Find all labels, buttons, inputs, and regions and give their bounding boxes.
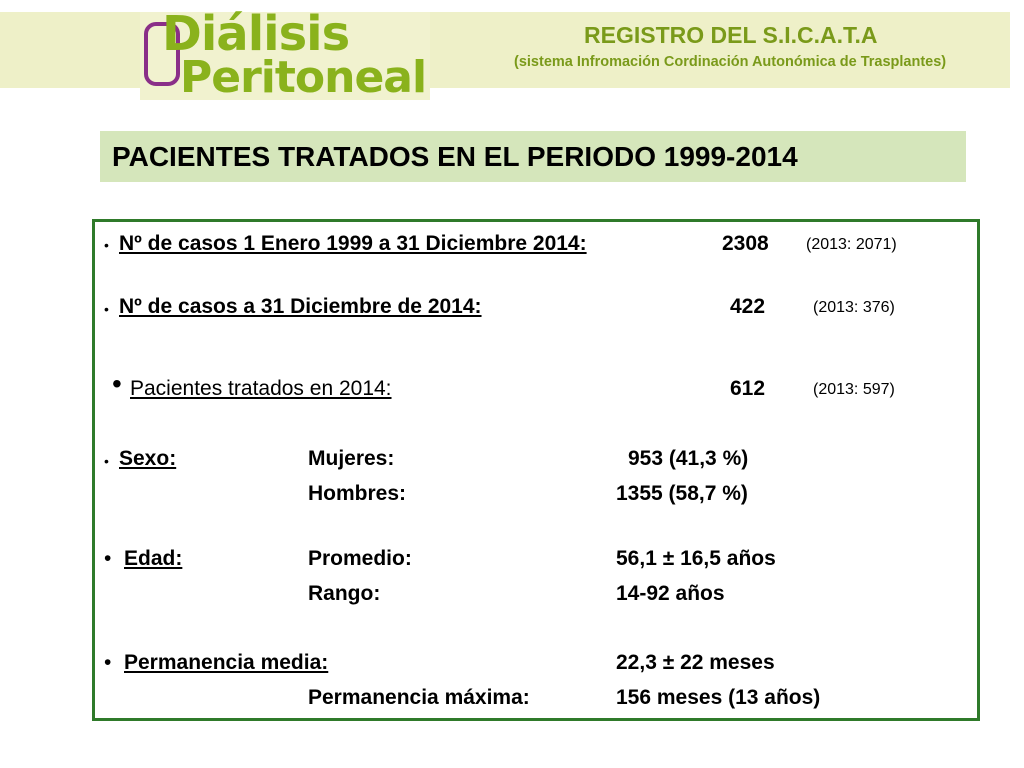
stay-mean-value: 22,3 ± 22 meses <box>616 651 775 674</box>
page-title: PACIENTES TRATADOS EN EL PERIODO 1999-2014 <box>112 141 798 172</box>
treated-2014-label: Pacientes tratados en 2014: <box>130 377 392 400</box>
women-value: 953 (41,3 %) <box>628 447 749 470</box>
bullet: • <box>112 368 122 399</box>
treated-2014-value: 612 <box>730 377 766 400</box>
cases-total-prev: (2013: 2071) <box>806 236 897 253</box>
stay-max-label: Permanencia máxima: <box>308 686 530 709</box>
women-label: Mujeres: <box>308 447 395 470</box>
cases-end-label: Nº de casos a 31 Diciembre de 2014: <box>119 295 482 318</box>
age-range-value: 14-92 años <box>616 582 725 605</box>
bullet: • <box>104 301 109 317</box>
cases-end-value: 422 <box>730 295 766 318</box>
cases-total-value: 2308 <box>722 232 769 255</box>
sex-label: Sexo: <box>119 447 177 470</box>
age-mean-label: Promedio: <box>308 547 412 570</box>
page-title-box <box>100 131 966 182</box>
bullet: • <box>104 237 109 253</box>
logo-word-dialisis: Diálisis <box>162 6 350 62</box>
stay-label: Permanencia media: <box>124 651 329 674</box>
men-label: Hombres: <box>308 482 407 505</box>
age-range-label: Rango: <box>308 582 381 605</box>
bullet: • <box>104 453 109 469</box>
men-value: 1355 (58,7 %) <box>616 482 748 505</box>
stay-max-value: 156 meses (13 años) <box>616 686 821 709</box>
registry-title: REGISTRO DEL S.I.C.A.T.A <box>584 22 878 48</box>
bullet: • <box>104 651 112 674</box>
bullet: • <box>104 547 112 570</box>
cases-total-label: Nº de casos 1 Enero 1999 a 31 Diciembre 2014: <box>119 232 587 255</box>
age-label: Edad: <box>124 547 183 570</box>
logo-word-peritoneal: Peritoneal <box>180 52 427 103</box>
cases-end-prev: (2013: 376) <box>813 299 895 316</box>
treated-2014-prev: (2013: 597) <box>813 381 895 398</box>
registry-subtitle: (sistema Infromación Cordinación Autonómica de Trasplantes) <box>514 54 947 70</box>
age-mean-value: 56,1 ± 16,5 años <box>616 547 776 570</box>
